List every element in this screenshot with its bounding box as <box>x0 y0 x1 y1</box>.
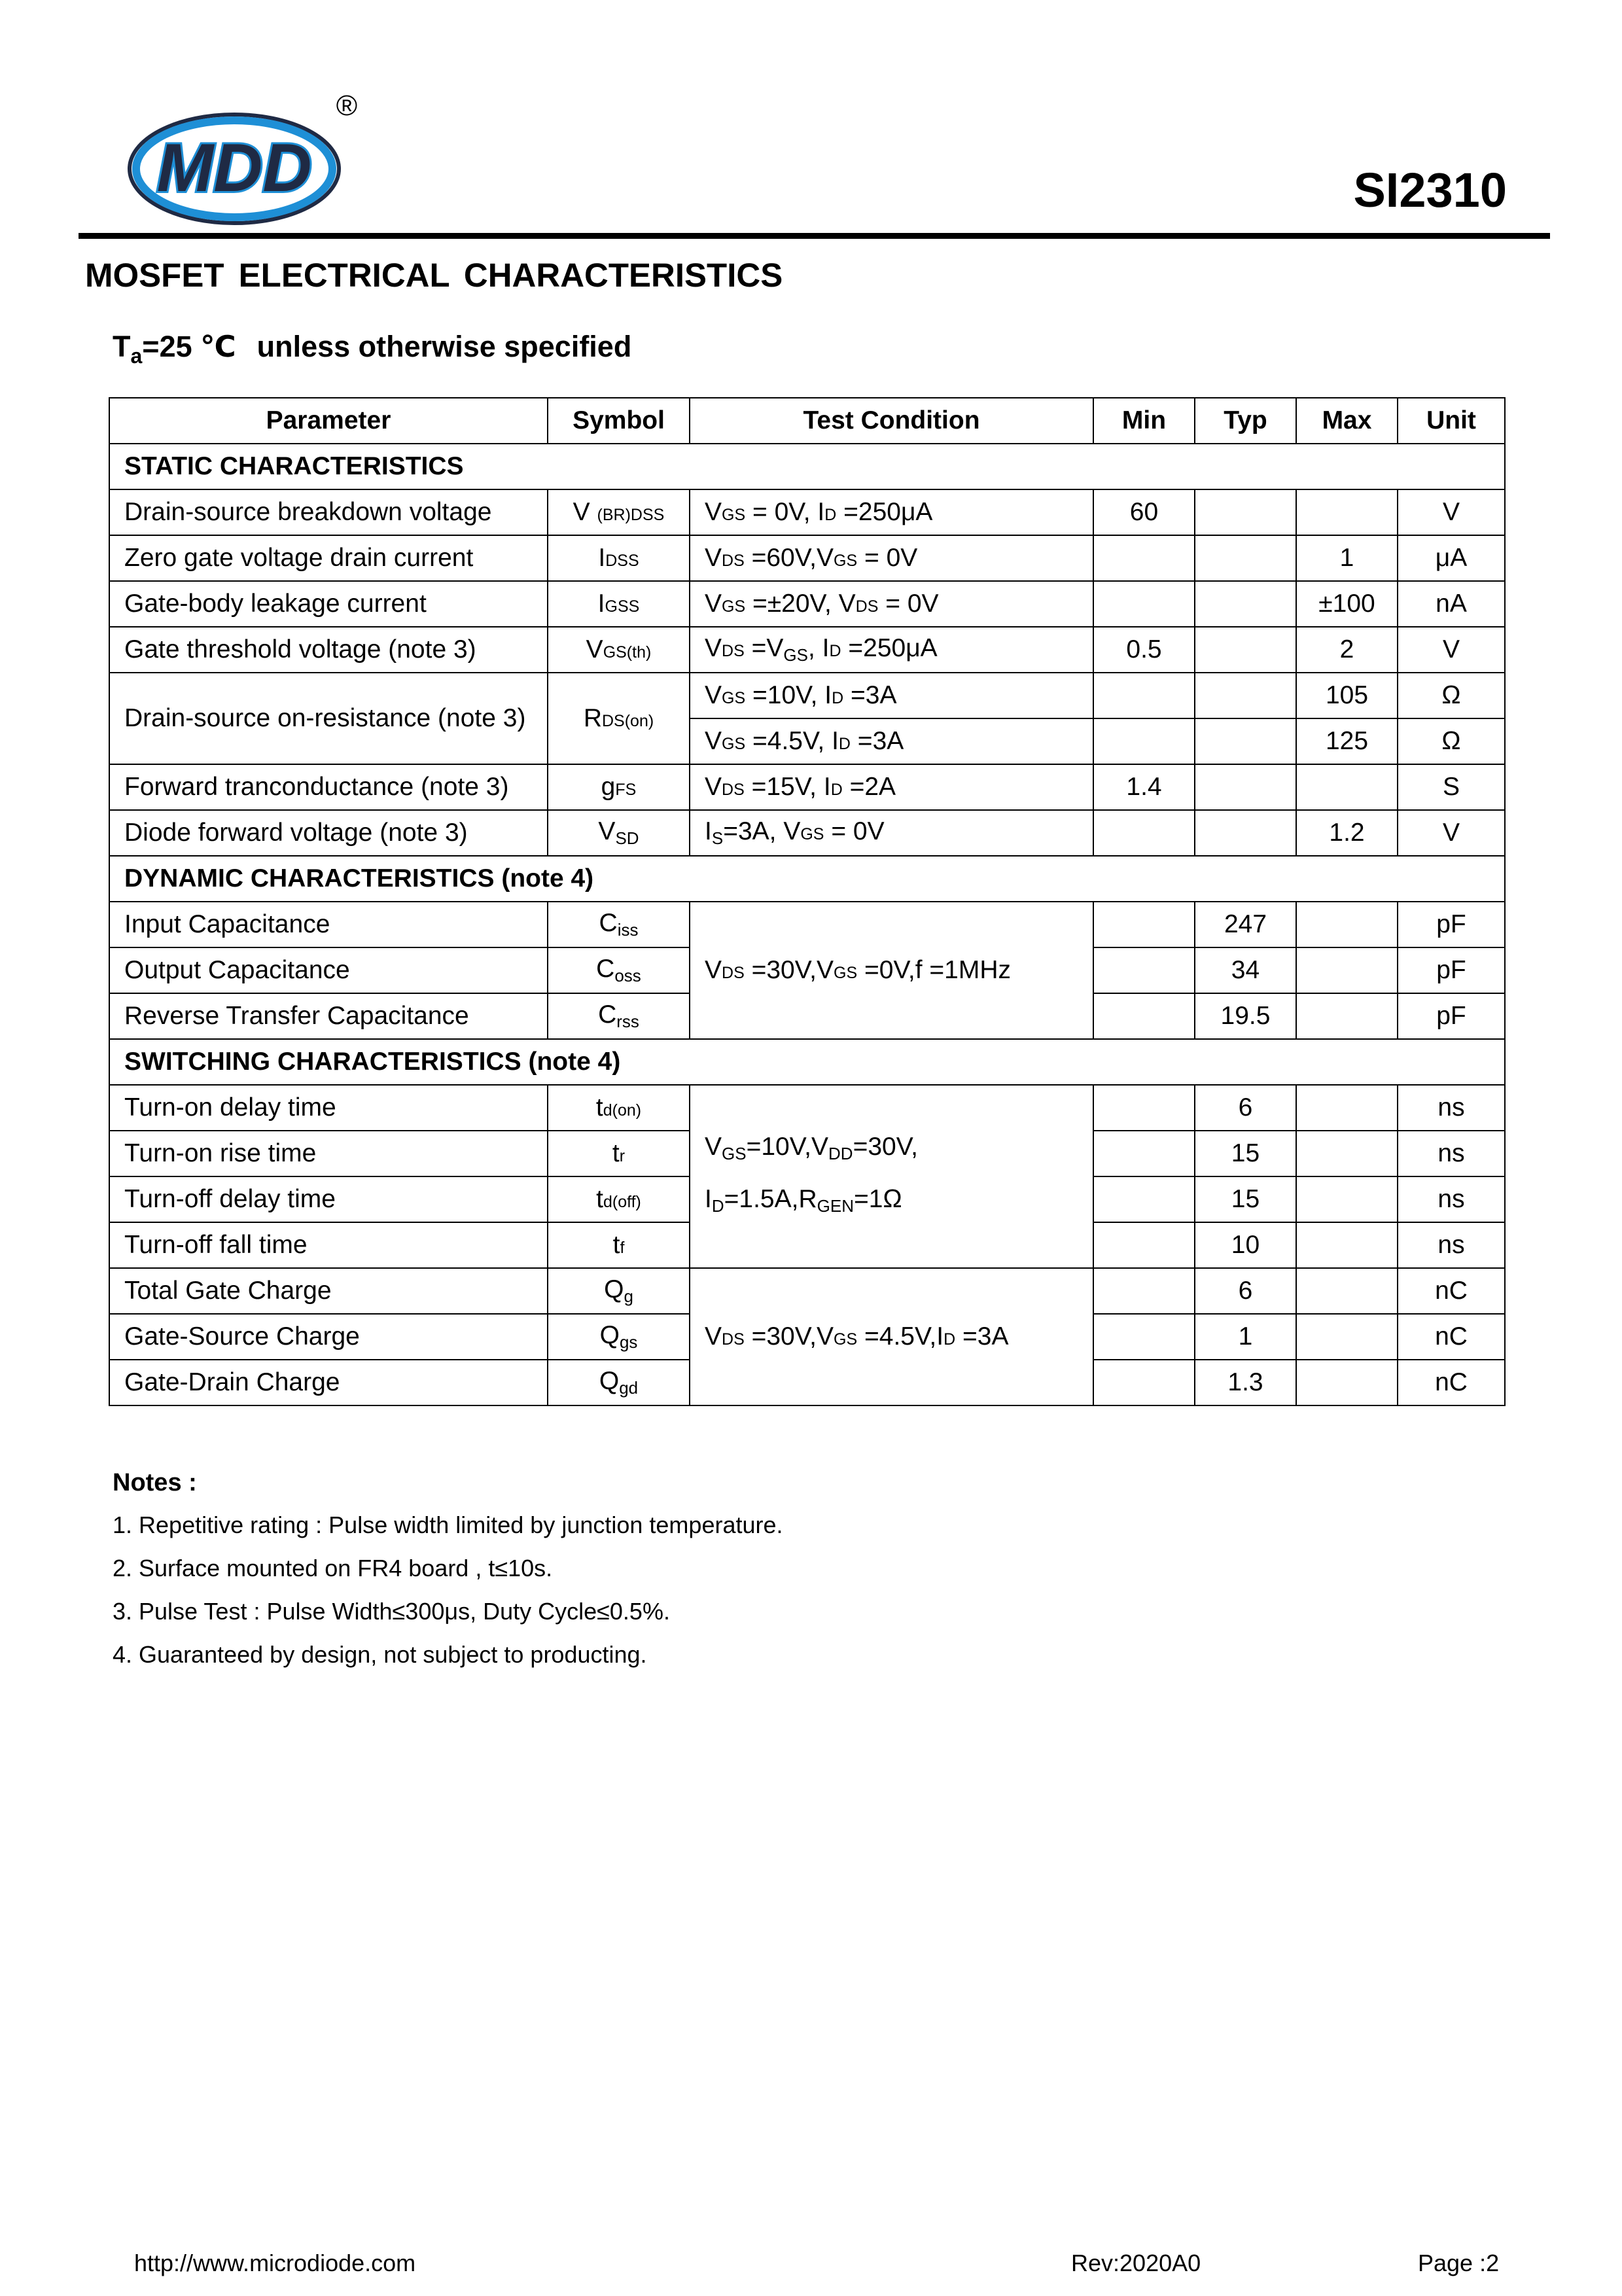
max-cell <box>1296 1131 1398 1176</box>
unit-cell: V <box>1398 810 1505 856</box>
table-row <box>109 764 1505 810</box>
max-cell <box>1296 993 1398 1039</box>
min-cell: 1.4 <box>1093 764 1195 810</box>
typ-cell <box>1195 489 1296 535</box>
param-cell: Diode forward voltage (note 3) <box>109 810 548 856</box>
condition-cell: VGS =±20V, VDS = 0V <box>690 581 1093 627</box>
symbol-cell: td(on) <box>548 1085 690 1131</box>
footer-url[interactable]: http://www.microdiode.com <box>134 2250 416 2276</box>
symbol-cell: Coss <box>548 947 690 993</box>
min-cell <box>1093 581 1195 627</box>
unit-cell: nC <box>1398 1268 1505 1314</box>
temp-subscript: a <box>130 344 143 368</box>
table-row <box>109 535 1505 581</box>
switching-cond-line-2: ID=1.5A,RGEN=1Ω <box>705 1185 902 1216</box>
param-cell: Gate threshold voltage (note 3) <box>109 627 548 673</box>
table-row <box>109 902 1505 947</box>
symbol-cell: Crss <box>548 993 690 1039</box>
typ-cell <box>1195 764 1296 810</box>
param-cell: Turn-off delay time <box>109 1176 548 1222</box>
header-min: Min <box>1093 398 1195 444</box>
typ-cell: 19.5 <box>1195 993 1296 1039</box>
header-rule <box>79 233 1550 239</box>
registered-mark: ® <box>336 92 358 122</box>
typ-cell <box>1195 673 1296 718</box>
min-cell: 60 <box>1093 489 1195 535</box>
header-symbol: Symbol <box>548 398 690 444</box>
condition-cell: VDS =15V, ID =2A <box>690 764 1093 810</box>
switching-section-title: SWITCHING CHARACTERISTICS (note 4) <box>109 1039 1505 1085</box>
table-row <box>109 581 1505 627</box>
max-cell: ±100 <box>1296 581 1398 627</box>
min-cell <box>1093 1314 1195 1360</box>
unit-cell: nC <box>1398 1314 1505 1360</box>
min-cell <box>1093 673 1195 718</box>
part-number: SI2310 <box>1353 163 1507 217</box>
typ-cell: 6 <box>1195 1085 1296 1131</box>
param-cell: Turn-on delay time <box>109 1085 548 1131</box>
table-header-row <box>109 398 1505 444</box>
typ-cell <box>1195 535 1296 581</box>
min-cell <box>1093 1085 1195 1131</box>
note-item: 3. Pulse Test : Pulse Width≤300μs, Duty Cycle≤0.5%. <box>113 1598 670 1625</box>
param-cell: Drain-source breakdown voltage <box>109 489 548 535</box>
footer-page-number: Page :2 <box>1418 2250 1500 2276</box>
param-cell: Turn-off fall time <box>109 1222 548 1268</box>
condition-cell: VGS = 0V, ID =250μA <box>690 489 1093 535</box>
unit-cell: ns <box>1398 1085 1505 1131</box>
header-typ: Typ <box>1195 398 1296 444</box>
param-cell: Gate-body leakage current <box>109 581 548 627</box>
typ-cell <box>1195 627 1296 673</box>
table-row <box>109 489 1505 535</box>
note-item: 1. Repetitive rating : Pulse width limited by junction temperature. <box>113 1511 783 1538</box>
param-cell: Turn-on rise time <box>109 1131 548 1176</box>
symbol-cell: IDSS <box>548 535 690 581</box>
max-cell <box>1296 902 1398 947</box>
max-cell <box>1296 1268 1398 1314</box>
typ-cell: 6 <box>1195 1268 1296 1314</box>
condition-cell: VDS =60V,VGS = 0V <box>690 535 1093 581</box>
section-row-static <box>109 444 1505 489</box>
symbol-cell: Qg <box>548 1268 690 1314</box>
table-row <box>109 1085 1505 1131</box>
unit-cell: ns <box>1398 1176 1505 1222</box>
unit-cell: pF <box>1398 993 1505 1039</box>
param-cell: Total Gate Charge <box>109 1268 548 1314</box>
header-parameter: Parameter <box>109 398 548 444</box>
header-test-condition: Test Condition <box>690 398 1093 444</box>
typ-cell: 1.3 <box>1195 1360 1296 1405</box>
param-cell: Input Capacitance <box>109 902 548 947</box>
max-cell <box>1296 1176 1398 1222</box>
unit-cell: ns <box>1398 1131 1505 1176</box>
param-cell: Drain-source on-resistance (note 3) <box>109 673 548 764</box>
characteristics-table <box>109 397 1506 1406</box>
symbol-cell: td(off) <box>548 1176 690 1222</box>
notes-heading: Notes : <box>113 1469 197 1496</box>
symbol-cell: tf <box>548 1222 690 1268</box>
condition-cell: VGS =10V, ID =3A <box>690 673 1093 718</box>
unit-cell: nA <box>1398 581 1505 627</box>
condition-cell: VDS =30V,VGS =4.5V,ID =3A <box>690 1268 1093 1405</box>
typ-cell <box>1195 718 1296 764</box>
min-cell <box>1093 1360 1195 1405</box>
condition-text: unless otherwise specified <box>256 330 632 363</box>
condition-cell: VDS =30V,VGS =0V,f =1MHz <box>690 902 1093 1039</box>
note-item: 2. Surface mounted on FR4 board , t≤10s. <box>113 1555 553 1581</box>
max-cell <box>1296 947 1398 993</box>
unit-cell: μA <box>1398 535 1505 581</box>
min-cell <box>1093 1222 1195 1268</box>
symbol-cell: Ciss <box>548 902 690 947</box>
footer-revision: Rev:2020A0 <box>1071 2250 1201 2276</box>
unit-cell: S <box>1398 764 1505 810</box>
unit-cell: ns <box>1398 1222 1505 1268</box>
temperature-condition <box>113 329 631 368</box>
min-cell <box>1093 1268 1195 1314</box>
symbol-cell: IGSS <box>548 581 690 627</box>
header-max: Max <box>1296 398 1398 444</box>
notes-section <box>113 1469 783 1684</box>
logo-text: MDD <box>156 130 312 206</box>
max-cell <box>1296 1085 1398 1131</box>
min-cell <box>1093 535 1195 581</box>
max-cell <box>1296 1314 1398 1360</box>
min-cell <box>1093 902 1195 947</box>
condition-cell: IS=3A, VGS = 0V <box>690 810 1093 856</box>
switching-cond-line-1: VGS=10V,VDD=30V, <box>705 1133 919 1163</box>
symbol-cell: Qgs <box>548 1314 690 1360</box>
condition-cell: VGS =4.5V, ID =3A <box>690 718 1093 764</box>
condition-cell <box>690 1085 1093 1268</box>
unit-cell: pF <box>1398 947 1505 993</box>
symbol-cell: VSD <box>548 810 690 856</box>
unit-cell: pF <box>1398 902 1505 947</box>
typ-cell: 247 <box>1195 902 1296 947</box>
param-cell: Reverse Transfer Capacitance <box>109 993 548 1039</box>
table-row <box>109 673 1505 718</box>
min-cell <box>1093 718 1195 764</box>
section-row-dynamic <box>109 856 1505 902</box>
table-row <box>109 810 1505 856</box>
max-cell <box>1296 1222 1398 1268</box>
min-cell <box>1093 810 1195 856</box>
unit-cell: V <box>1398 489 1505 535</box>
section-title: MOSFET ELECTRICAL CHARACTERISTICS <box>85 256 783 294</box>
param-cell: Gate-Drain Charge <box>109 1360 548 1405</box>
max-cell: 1 <box>1296 535 1398 581</box>
unit-cell: V <box>1398 627 1505 673</box>
symbol-cell: V (BR)DSS <box>548 489 690 535</box>
min-cell <box>1093 1176 1195 1222</box>
unit-cell: Ω <box>1398 673 1505 718</box>
unit-cell: Ω <box>1398 718 1505 764</box>
min-cell: 0.5 <box>1093 627 1195 673</box>
max-cell: 2 <box>1296 627 1398 673</box>
max-cell <box>1296 489 1398 535</box>
param-cell: Forward tranconductance (note 3) <box>109 764 548 810</box>
typ-cell: 1 <box>1195 1314 1296 1360</box>
max-cell: 125 <box>1296 718 1398 764</box>
symbol-cell: gFS <box>548 764 690 810</box>
dynamic-section-title: DYNAMIC CHARACTERISTICS (note 4) <box>109 856 1505 902</box>
note-item: 4. Guaranteed by design, not subject to producting. <box>113 1641 647 1668</box>
param-cell: Output Capacitance <box>109 947 548 993</box>
min-cell <box>1093 1131 1195 1176</box>
table-row <box>109 1268 1505 1314</box>
table-row <box>109 627 1505 673</box>
unit-cell: nC <box>1398 1360 1505 1405</box>
typ-cell <box>1195 581 1296 627</box>
min-cell <box>1093 947 1195 993</box>
symbol-cell: VGS(th) <box>548 627 690 673</box>
condition-cell: VDS =VGS, ID =250μA <box>690 627 1093 673</box>
min-cell <box>1093 993 1195 1039</box>
typ-cell <box>1195 810 1296 856</box>
company-logo <box>124 92 360 232</box>
static-section-title: STATIC CHARACTERISTICS <box>109 444 1505 489</box>
typ-cell: 15 <box>1195 1131 1296 1176</box>
max-cell <box>1296 1360 1398 1405</box>
temp-value: =25 ℃ <box>142 330 236 363</box>
typ-cell: 34 <box>1195 947 1296 993</box>
max-cell: 1.2 <box>1296 810 1398 856</box>
max-cell: 105 <box>1296 673 1398 718</box>
section-row-switching <box>109 1039 1505 1085</box>
param-cell: Gate-Source Charge <box>109 1314 548 1360</box>
max-cell <box>1296 764 1398 810</box>
temp-symbol: T <box>113 330 131 363</box>
typ-cell: 15 <box>1195 1176 1296 1222</box>
symbol-cell: RDS(on) <box>548 673 690 764</box>
typ-cell: 10 <box>1195 1222 1296 1268</box>
param-cell: Zero gate voltage drain current <box>109 535 548 581</box>
header-unit: Unit <box>1398 398 1505 444</box>
symbol-cell: tr <box>548 1131 690 1176</box>
symbol-cell: Qgd <box>548 1360 690 1405</box>
